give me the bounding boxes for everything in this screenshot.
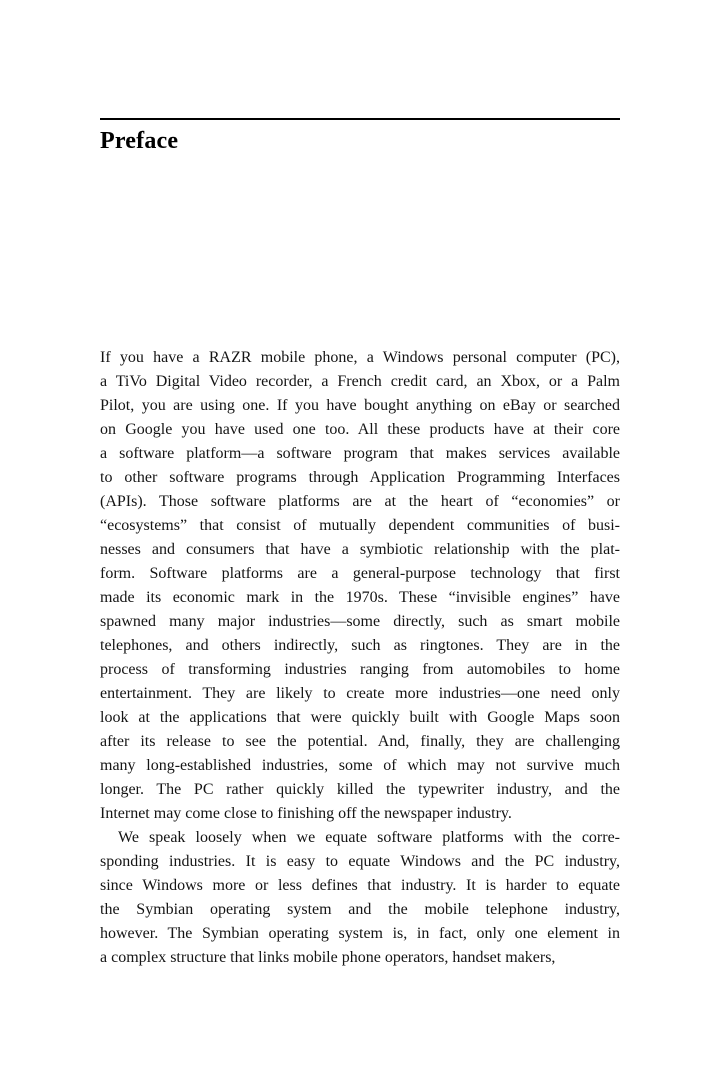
text-line: Internet may come close to finishing off the newspaper industry. — [100, 805, 512, 822]
text-line: the Symbian operating system and the mobile telephone industry, — [100, 901, 620, 918]
text-line: nesses and consumers that have a symbiotic relationship with the plat- — [100, 541, 620, 558]
text-line: (APIs). Those software platforms are at the heart of “economies” or — [100, 493, 620, 510]
text-line: made its economic mark in the 1970s. These “invisible engines” have — [100, 589, 620, 606]
body-text — [100, 346, 620, 970]
text-line: form. Software platforms are a general-purpose technology that first — [100, 565, 620, 582]
text-line: process of transforming industries ranging from automobiles to home — [100, 661, 620, 678]
text-line: Pilot, you are using one. If you have bought anything on eBay or searched — [100, 397, 620, 414]
text-line: entertainment. They are likely to create more industries—one need only — [100, 685, 620, 702]
text-line: a TiVo Digital Video recorder, a French credit card, an Xbox, or a Palm — [100, 373, 620, 390]
text-line: longer. The PC rather quickly killed the typewriter industry, and the — [100, 781, 620, 798]
text-line: If you have a RAZR mobile phone, a Windows personal computer (PC), — [100, 349, 620, 366]
text-line: however. The Symbian operating system is, in fact, only one element in — [100, 925, 620, 942]
text-line: a complex structure that links mobile phone operators, handset makers, — [100, 949, 556, 966]
heading-rule — [100, 118, 620, 120]
page-header-block — [100, 0, 620, 155]
text-line: look at the applications that were quickly built with Google Maps soon — [100, 709, 620, 726]
text-line: a software platform—a software program that makes services available — [100, 445, 620, 462]
page-heading: Preface — [100, 128, 179, 154]
text-line: sponding industries. It is easy to equate Windows and the PC industry, — [100, 853, 620, 870]
text-line: many long-established industries, some of which may not survive much — [100, 757, 620, 774]
text-line: after its release to see the potential. And, finally, they are challenging — [100, 733, 620, 750]
text-line: We speak loosely when we equate software platforms with the corre- — [118, 829, 620, 846]
text-line: “ecosystems” that consist of mutually dependent communities of busi- — [100, 517, 620, 534]
text-line: spawned many major industries—some directly, such as smart mobile — [100, 613, 620, 630]
text-line: since Windows more or less defines that industry. It is harder to equate — [100, 877, 620, 894]
text-line: on Google you have used one too. All these products have at their core — [100, 421, 620, 438]
paragraph — [100, 826, 620, 970]
paragraph — [100, 346, 620, 826]
text-line: telephones, and others indirectly, such as ringtones. They are in the — [100, 637, 620, 654]
text-line: to other software programs through Application Programming Interfaces — [100, 469, 620, 486]
